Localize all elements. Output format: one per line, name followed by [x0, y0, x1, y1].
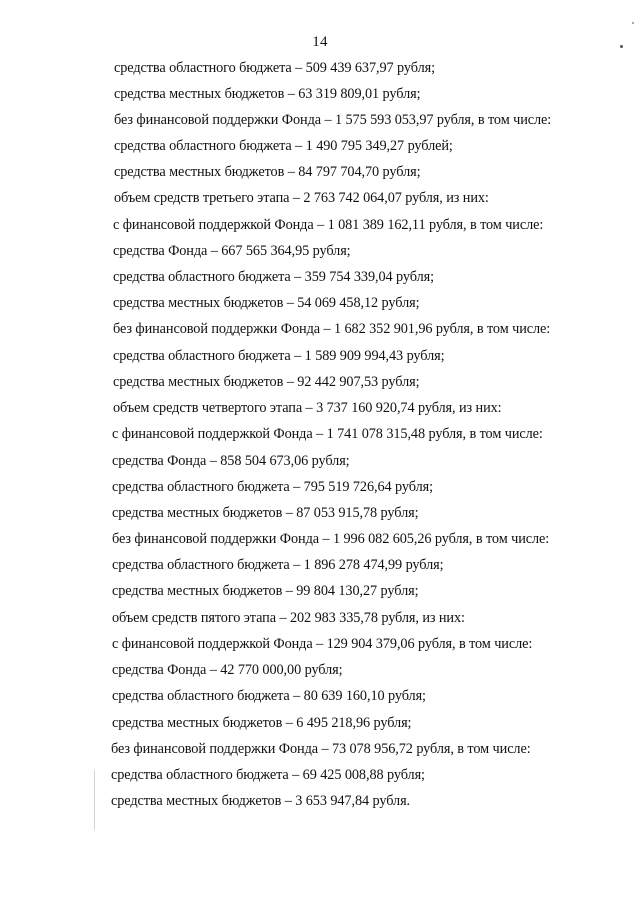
text-line: с финансовой поддержкой Фонда – 1 081 389 162,11 рубля, в том числе:	[113, 216, 544, 233]
text-line: без финансовой поддержки Фонда – 1 575 593 053,97 рубля, в том числе:	[114, 111, 552, 128]
text-line: объем средств пятого этапа – 202 983 335,78 рубля, из них:	[112, 609, 465, 626]
text-line: средства областного бюджета – 69 425 008,88 рубля;	[111, 766, 425, 783]
page-number: 14	[312, 34, 328, 50]
text-line: средства областного бюджета – 795 519 726,64 рубля;	[112, 478, 433, 495]
text-line: средства областного бюджета – 509 439 637,97 рубля;	[114, 59, 435, 76]
text-line: с финансовой поддержкой Фонда – 1 741 078 315,48 рубля, в том числе:	[112, 425, 543, 442]
scan-artifact	[620, 45, 623, 48]
text-line: объем средств третьего этапа – 2 763 742 064,07 рубля, из них:	[114, 189, 489, 206]
text-line: средства местных бюджетов – 54 069 458,12 рубля;	[113, 294, 420, 311]
scan-artifact	[632, 22, 634, 24]
text-line: средства местных бюджетов – 6 495 218,96 рубля;	[112, 714, 412, 731]
text-line: средства областного бюджета – 1 589 909 994,43 рубля;	[113, 347, 445, 364]
text-line: средства областного бюджета – 359 754 339,04 рубля;	[113, 268, 434, 285]
text-line: средства областного бюджета – 80 639 160,10 рубля;	[112, 687, 426, 704]
text-line: средства местных бюджетов – 87 053 915,78 рубля;	[112, 504, 419, 521]
text-line: средства местных бюджетов – 84 797 704,70 рубля;	[114, 163, 421, 180]
text-line: средства областного бюджета – 1 896 278 474,99 рубля;	[112, 556, 444, 573]
text-line: средства областного бюджета – 1 490 795 349,27 рублей;	[114, 137, 453, 154]
text-line: без финансовой поддержки Фонда – 1 682 352 901,96 рубля, в том числе:	[113, 320, 551, 337]
text-line: средства местных бюджетов – 63 319 809,01 рубля;	[114, 85, 421, 102]
text-line: средства Фонда – 858 504 673,06 рубля;	[112, 452, 350, 469]
scan-artifact	[94, 770, 95, 830]
text-line: средства Фонда – 667 565 364,95 рубля;	[113, 242, 351, 259]
text-line: объем средств четвертого этапа – 3 737 160 920,74 рубля, из них:	[113, 399, 502, 416]
text-line: средства местных бюджетов – 3 653 947,84 рубля.	[111, 792, 411, 809]
text-line: с финансовой поддержкой Фонда – 129 904 379,06 рубля, в том числе:	[112, 635, 533, 652]
text-line: средства местных бюджетов – 92 442 907,53 рубля;	[113, 373, 420, 390]
text-line: средства местных бюджетов – 99 804 130,27 рубля;	[112, 582, 419, 599]
text-line: без финансовой поддержки Фонда – 1 996 082 605,26 рубля, в том числе:	[112, 530, 550, 547]
text-line: без финансовой поддержки Фонда – 73 078 956,72 рубля, в том числе:	[111, 740, 531, 757]
text-line: средства Фонда – 42 770 000,00 рубля;	[112, 661, 343, 678]
